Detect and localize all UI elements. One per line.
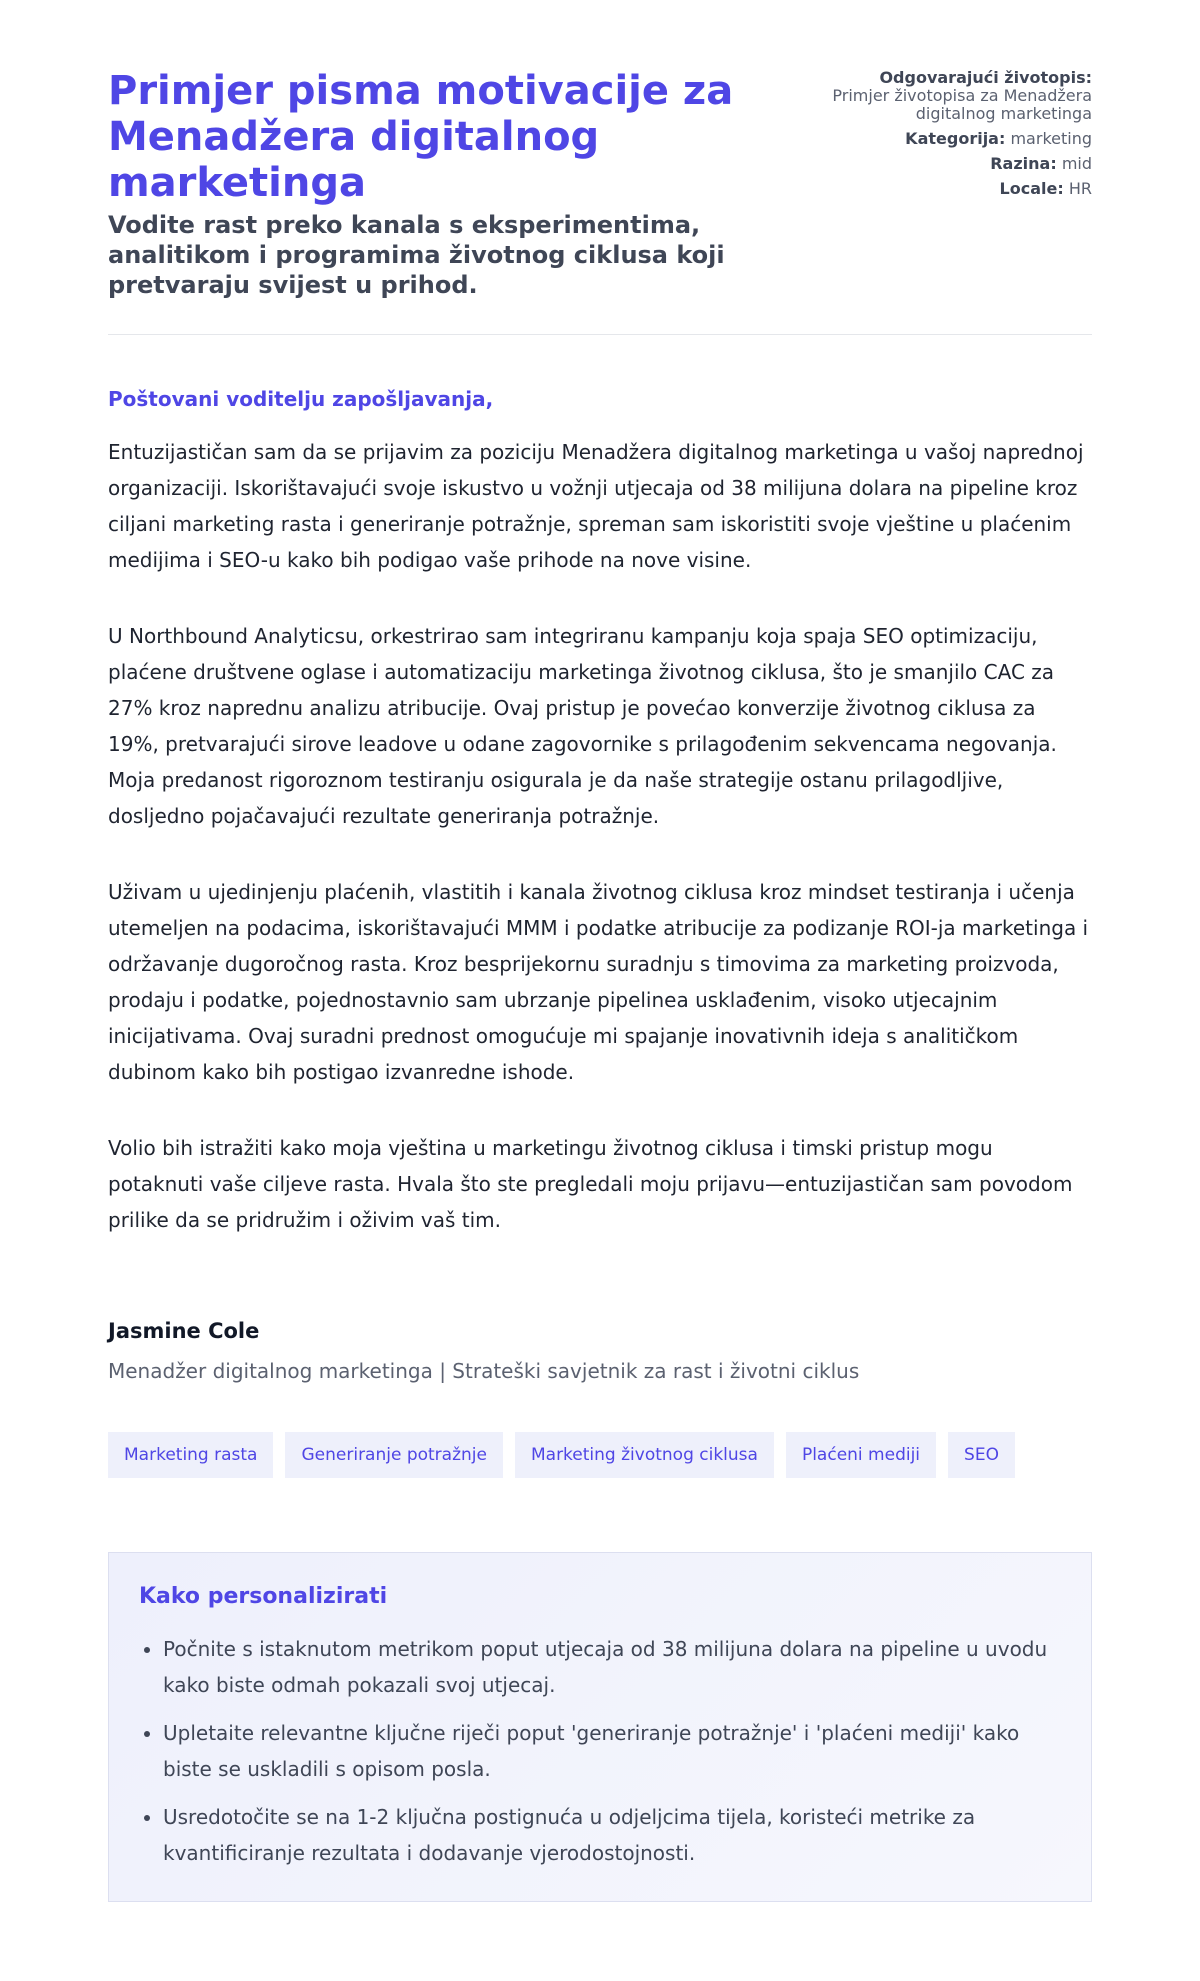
letter-paragraph: Entuzijastičan sam da se prijavim za poziciju Menadžera digitalnog marketinga u vašoj naprednoj organizaciji. Iskorištavajući svoje iskustvo u vožnji utjecaja od 38 milijuna dolara na pipeline kroz ciljani marketing rasta i generiranje potražnje, spreman sam iskoristiti svoje vještine u plaćenim medijima i SEO-u kako bih podigao vaše prihode na nove visine. <box>108 440 1084 572</box>
letter-paragraph: Uživam u ujedinjenju plaćenih, vlastitih i kanala životnog ciklusa kroz mindset testiranja i učenja utemeljen na podacima, iskorištavajući MMM i podatke atribucije za podizanje ROI-ja marketinga i održavanje dugoročnog rasta. Kroz besprijekornu suradnju s timovima za marketing proizvoda, prodaju i podatke, pojednostavnio sam ubrzanje pipelinea usklađenim, visoko utjecajnim inicijativama. Ovaj suradni prednost omogućuje mi spajanje inovativnih ideja s analitičkom dubinom kako bih postigao izvanredne ishode. <box>108 880 1089 1084</box>
meta-level-label: Razina: <box>990 154 1057 173</box>
tips-title: Kako personalizirati <box>139 1584 388 1609</box>
skill-tag: Marketing rasta <box>108 1432 273 1478</box>
page-subtitle: Vodite rast preko kanala s eksperimentima, analitikom i programima životnog ciklusa koji pretvaraju svijest u prihod. <box>108 211 725 299</box>
skill-tag: Generiranje potražnje <box>285 1432 503 1478</box>
skill-tag: Marketing životnog ciklusa <box>515 1432 774 1478</box>
meta-category-value: marketing <box>1010 129 1092 148</box>
tips-list <box>139 1631 1061 1871</box>
signature-block <box>108 1318 1092 1384</box>
letter-paragraph: U Northbound Analyticsu, orkestrirao sam integriranu kampanju koja spaja SEO optimizaciju, plaćene društvene oglase i automatizaciju marketinga životnog ciklusa, što je smanjilo CAC za 27% kroz naprednu analizu atribucije. Ovaj pristup je povećao konverzije životnog ciklusa za 19%, pretvarajući sirove leadove u odane zagovornike s prilagođenim sekvencama negovanja. Moja predanost rigoroznom testiranju osigurala je da naše strategije ostanu prilagodljive, dosljedno pojačavajući rezultate generiranja potražnje. <box>108 624 1057 828</box>
page-header <box>108 68 1092 335</box>
meta-category <box>792 130 1092 148</box>
letter-paragraph: Volio bih istražiti kako moja vještina u marketingu životnog ciklusa i timski pristup mogu potaknuti vaše ciljeve rasta. Hvala što ste pregledali moju prijavu—entuzijastičan sam povodom prilike da se pridružim i oživim vaš tim. <box>108 1136 1073 1232</box>
header-titles <box>108 68 788 300</box>
skill-tags <box>108 1432 1092 1478</box>
letter-greeting: Poštovani voditelju zapošljavanja, <box>108 387 494 411</box>
meta-panel <box>792 68 1092 205</box>
meta-resume-value[interactable]: Primjer životopisa za Menadžera digitalnog marketinga <box>832 86 1092 123</box>
tip-item: • Upletaite relevantne ključne riječi poput 'generiranje potražnje' i 'plaćeni mediji' kako biste se uskladili s opisom posla. <box>163 1715 1061 1787</box>
meta-resume-label: Odgovarajući životopis: <box>879 68 1092 87</box>
tip-item: • Počnite s istaknutom metrikom poput utjecaja od 38 milijuna dolara na pipeline u uvodu kako biste odmah pokazali svoj utjecaj. <box>163 1631 1061 1703</box>
page-title: Primjer pisma motivacije za Menadžera digitalnog marketinga <box>108 68 734 206</box>
meta-level <box>792 155 1092 173</box>
meta-resume <box>792 69 1092 123</box>
meta-category-label: Kategorija: <box>905 129 1006 148</box>
letter-body <box>108 434 1092 1238</box>
skill-tag: SEO <box>948 1432 1015 1478</box>
signature-name: Jasmine Cole <box>108 1319 260 1343</box>
signature-role: Menadžer digitalnog marketinga | Strateški savjetnik za rast i životni ciklus <box>108 1359 860 1383</box>
skill-tag: Plaćeni mediji <box>786 1432 936 1478</box>
meta-locale-value: HR <box>1068 179 1092 198</box>
meta-locale <box>792 180 1092 198</box>
meta-locale-label: Locale: <box>999 179 1064 198</box>
meta-level-value: mid <box>1061 154 1092 173</box>
tip-item: • Usredotočite se na 1-2 ključna postignuća u odjeljcima tijela, koristeći metrike za kvantificiranje rezultata i dodavanje vjerodostojnosti. <box>163 1799 1061 1871</box>
personalize-tips-box <box>108 1552 1092 1902</box>
